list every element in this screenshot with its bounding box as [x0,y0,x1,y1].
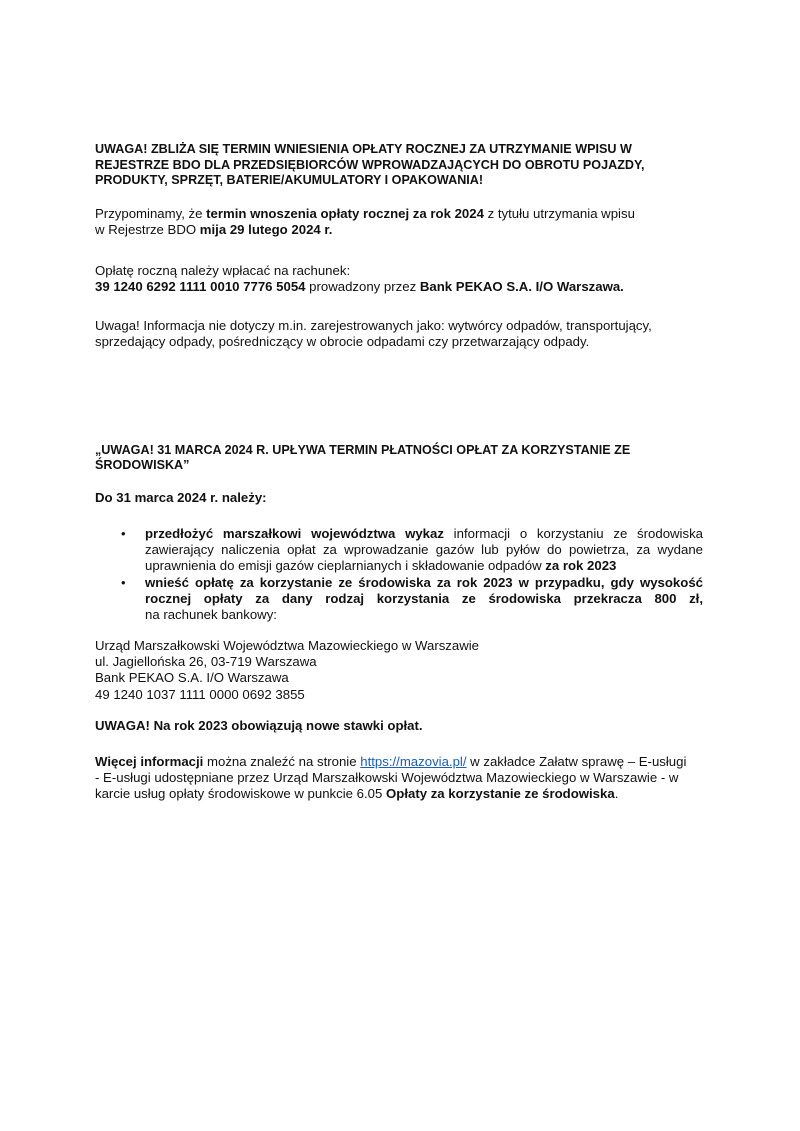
section1-title-line: UWAGA! ZBLIŻA SIĘ TERMIN WNIESIENIA OPŁATY ROCZNEJ ZA UTRZYMANIE WPISU W [95,142,632,156]
more-info-text: . [614,786,619,802]
note-paragraph [95,318,695,350]
bdo-bank-name: Bank PEKAO S.A. I/O Warszawa. [419,279,624,295]
address-line: Bank PEKAO S.A. I/O Warszawa [95,670,289,686]
more-info-bold: Więcej informacji [95,754,204,769]
bullet2-line: na rachunek bankowy: [145,607,277,623]
bullet1-text: uprawnienia do emisji gazów cieplarnianych i składowanie odpadów [145,558,546,574]
more-info-bold-end: Opłaty za korzystanie ze środowiska [386,786,615,802]
address-line: ul. Jagiellońska 26, 03-719 Warszawa [95,654,317,670]
obligations-list [95,526,703,623]
payment-intro: Opłatę roczną należy wpłacać na rachunek: [95,263,351,278]
reminder-text: Przypominamy, że [95,206,207,221]
payment-text: prowadzony przez [305,279,420,295]
bullet1-bold: przedłożyć marszałkowi województwa wykaz [145,526,444,541]
payment-paragraph [95,263,695,295]
note-line: sprzedający odpady, pośredniczący w obrocie odpadami czy przetwarzający odpady. [95,334,590,350]
bullet1-text: informacji o korzystaniu ze środowiska [443,526,704,541]
reminder-deadline-date: mija 29 lutego 2024 r. [199,222,333,238]
new-rates-notice: UWAGA! Na rok 2023 obowiązują nowe stawki opłat. [95,718,423,733]
section1-title [95,142,695,189]
reminder-deadline-label: termin wnoszenia opłaty rocznej za rok 2024 [206,206,484,221]
more-info-paragraph [95,754,715,803]
section2-title-line: „UWAGA! 31 MARCA 2024 R. UPŁYWA TERMIN PŁATNOŚCI OPŁAT ZA KORZYSTANIE ZE [95,443,631,457]
reminder-text: z tytułu utrzymania wpisu [483,206,635,221]
more-info-text: karcie usług opłaty środowiskowe w punkcie 6.05 [95,786,387,802]
more-info-line: - E-usługi udostępniane przez Urząd Marszałkowski Województwa Mazowieckiego w Warszawie - w [95,770,679,786]
section1-title-line: PRODUKTY, SPRZĘT, BATERIE/AKUMULATORY I OPAKOWANIA! [95,173,484,188]
section2-subtitle: Do 31 marca 2024 r. należy: [95,490,267,505]
list-item [95,575,703,624]
address-line: 49 1240 1037 1111 0000 0692 3855 [95,686,305,702]
bullet2-bold-line: rocznej opłaty za dany rodzaj korzystania ze środowiska przekracza 800 zł, [145,590,703,606]
office-address [95,638,695,703]
note-line: Uwaga! Informacja nie dotyczy m.in. zarejestrowanych jako: wytwórcy odpadów, transportujący, [95,318,652,333]
reminder-paragraph [95,206,695,238]
bullet1-year: za rok 2023 [545,558,617,574]
bullet-icon: • [121,526,126,541]
list-item [95,526,703,575]
mazovia-link[interactable]: https://mazovia.pl/ [360,754,467,769]
section2-title [95,443,695,474]
reminder-text: w Rejestrze BDO [95,222,200,238]
address-line: Urząd Marszałkowski Województwa Mazowieckiego w Warszawie [95,638,480,653]
bdo-account-number: 39 1240 6292 1111 0010 7776 5054 [95,279,306,295]
bullet-icon: • [121,574,126,590]
bullet2-bold-line: wnieść opłatę za korzystanie ze środowiska za rok 2023 w przypadku, gdy wysokość [145,574,703,590]
section2-title-line: ŚRODOWISKA” [95,458,190,473]
section1-title-line: REJESTRZE BDO DLA PRZEDSIĘBIORCÓW WPROWADZAJĄCYCH DO OBROTU POJAZDY, [95,157,645,172]
more-info-text: w zakładce Załatw sprawę – E-usługi [466,754,687,769]
bullet1-line: zawierający naliczenia opłat za wprowadzanie gazów lub pyłów do powietrza, za wydane [145,542,703,558]
more-info-text: można znaleźć na stronie [203,754,361,769]
